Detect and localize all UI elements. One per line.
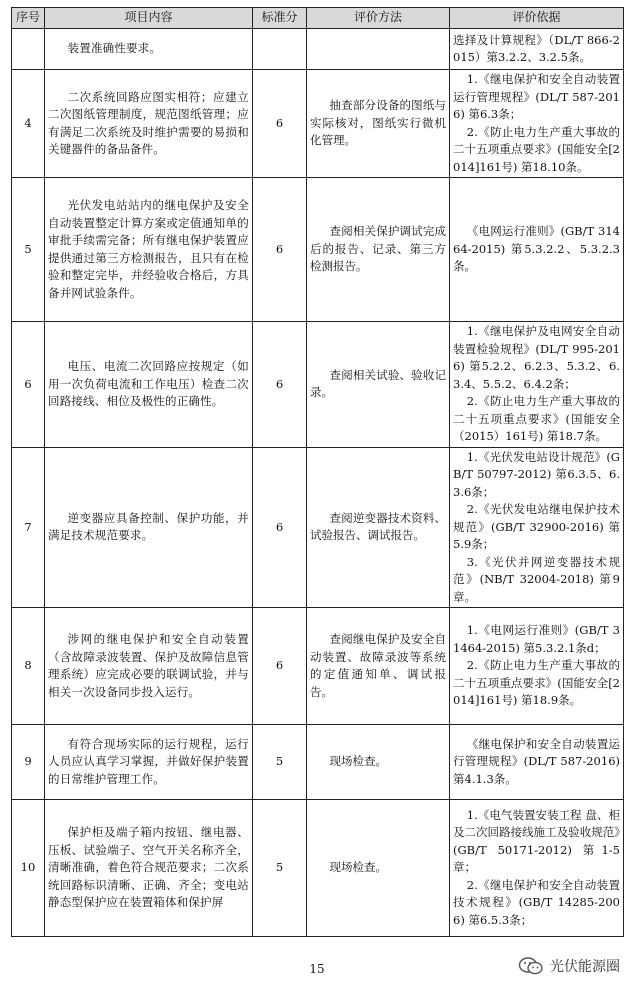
header-method: 评价方法	[307, 8, 450, 29]
header-basis: 评价依据	[450, 8, 624, 29]
row-seq: 10	[12, 800, 45, 937]
table-row	[12, 178, 624, 322]
row-basis	[450, 725, 624, 800]
basis-item: 2.《防止电力生产重大事故的二十五项重点要求》(国能安全[2014]161号) 第18.10条。	[453, 124, 620, 174]
row-content: 电压、电流二次回路应按规定（如用一次负荷电流和工作电压）检查二次回路接线、相位及极性的正确性。	[45, 322, 253, 448]
basis-item: 1.《光伏发电站设计规范》(GB/T 50797-2012) 第6.3.5、6.3.6条；	[453, 449, 620, 499]
evaluation-table	[11, 7, 624, 937]
wechat-official-account-icon	[518, 956, 544, 976]
table-row	[12, 447, 624, 608]
row-content: 装置准确性要求。	[45, 29, 253, 70]
row-score: 5	[253, 725, 307, 800]
row-method: 现场检查。	[307, 800, 450, 937]
row-basis	[450, 447, 624, 608]
row-basis	[450, 322, 624, 448]
table-body	[12, 29, 624, 937]
basis-item: 1.《电网运行准则》(GB/T 31464-2015) 第5.3.2.1条d；	[453, 623, 620, 655]
row-seq: 5	[12, 178, 45, 322]
header-seq: 序号	[12, 8, 45, 29]
row-method: 查阅相关试验、验收记录。	[307, 322, 450, 448]
header-content: 项目内容	[45, 8, 253, 29]
row-seq: 6	[12, 322, 45, 448]
row-method: 查阅逆变器技术资料、试验报告、调试报告。	[307, 447, 450, 608]
basis-item: 2.《光伏发电站继电保护技术规范》(GB/T 32900-2016) 第5.9条；	[453, 502, 620, 551]
row-score: 6	[253, 608, 307, 725]
watermark	[518, 956, 620, 976]
row-seq: 8	[12, 608, 45, 725]
basis-item: 2.《继电保护和安全自动装置技术规程》(GB/T 14285-2006) 第6.5.3条；	[453, 877, 620, 927]
table-row	[12, 29, 624, 70]
basis-item: 1.《继电保护和安全自动装置运行管理规程》(DL/T 587-2016) 第6.3条；	[453, 72, 620, 121]
row-content: 有符合现场实际的运行规程，运行人员应认真学习掌握，并做好保护装置的日常维护管理工作。	[45, 725, 253, 800]
row-method: 抽查部分设备的图纸与实际核对，图纸实行微机化管理。	[307, 70, 450, 178]
watermark-text: 光伏能源圈	[550, 959, 620, 975]
basis-item: 选择及计算规程》（DL/T 866-2015）第3.2.2、3.2.5条。	[453, 32, 620, 64]
basis-item: 3.《光伏并网逆变器技术规范》(NB/T 32004-2018) 第9章。	[453, 554, 620, 604]
row-content: 逆变器应具备控制、保护功能，并满足技术规范要求。	[45, 447, 253, 608]
table-row	[12, 322, 624, 448]
basis-item: 《电网运行准则》(GB/T 31464-2015) 第5.3.2.2、5.3.2.3条。	[453, 224, 620, 274]
row-score: 5	[253, 800, 307, 937]
row-basis	[450, 608, 624, 725]
page-number: 15	[309, 962, 325, 976]
row-content: 保护柜及端子箱内按钮、继电器、压板、试验端子、空气开关名称齐全，清晰准确，着色符合规范要求；二次系统回路标识清晰、正确、齐全；变电站静态型保护应在装置箱体和保护屏	[45, 800, 253, 937]
row-seq: 9	[12, 725, 45, 800]
header-score: 标准分	[253, 8, 307, 29]
row-score	[253, 29, 307, 70]
row-score: 6	[253, 70, 307, 178]
row-method	[307, 29, 450, 70]
row-content: 光伏发电站站内的继电保护及安全自动装置整定计算方案或定值通知单的审批手续需完备；所有继电保护装置应提供通过第三方检测报告，且只有在检验和整定完毕，并经验收合格后，方具备并网试验条件。	[45, 178, 253, 322]
row-score: 6	[253, 447, 307, 608]
row-score: 6	[253, 178, 307, 322]
row-content: 二次系统回路应图实相符；应建立二次图纸管理制度，规范图纸管理；应有满足二次系统及时维护需要的易损和关键器件的备品备件。	[45, 70, 253, 178]
row-basis	[450, 29, 624, 70]
table-row	[12, 608, 624, 725]
table-header-row	[12, 8, 624, 29]
row-content: 涉网的继电保护和安全自动装置（含故障录波装置、保护及故障信息管理系统）应完成必要的联调试验，并与相关一次设备同步投入运行。	[45, 608, 253, 725]
row-basis	[450, 800, 624, 937]
row-seq: 4	[12, 70, 45, 178]
table-row	[12, 70, 624, 178]
basis-item: 1.《继电保护及电网安全自动装置检验规程》(DL/T 995-2016) 第5.2.2、6.2.3、5.3.2、6.3.4、5.5.2、6.4.2条；	[453, 324, 620, 391]
basis-item: 2.《防止电力生产重大事故的二十五项重点要求》(国能安全[2014]161号) 第18.9条。	[453, 658, 620, 708]
table-row	[12, 725, 624, 800]
basis-item: 1.《电气装置安装工程 盘、柜及二次回路接线施工及验收规范》(GB/T 50171-2012) 第1-5章；	[453, 807, 620, 875]
row-method: 现场检查。	[307, 725, 450, 800]
basis-item: 《继电保护和安全自动装置运行管理规程》(DL/T 587-2016) 第4.1.3条。	[453, 736, 620, 786]
row-seq	[12, 29, 45, 70]
row-basis	[450, 70, 624, 178]
row-seq: 7	[12, 447, 45, 608]
basis-item: 2.《防止电力生产重大事故的二十五项重点要求》(国能安全（2015）161号) 第18.7条。	[453, 394, 620, 443]
row-basis	[450, 178, 624, 322]
row-method: 查阅相关保护调试完成后的报告、记录、第三方检测报告。	[307, 178, 450, 322]
row-method: 查阅继电保护及安全自动装置、故障录波等系统的定值通知单、调试报告。	[307, 608, 450, 725]
table-row	[12, 800, 624, 937]
row-score: 6	[253, 322, 307, 448]
